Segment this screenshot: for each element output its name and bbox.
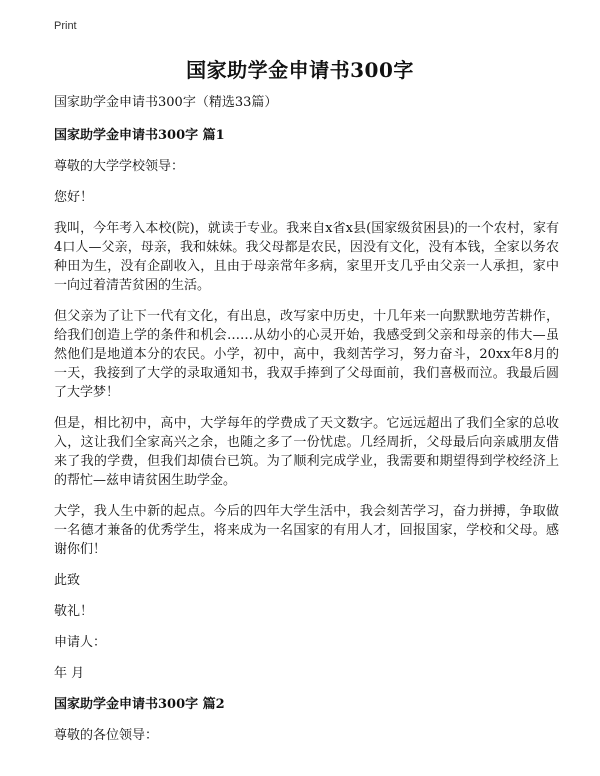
print-label: Print <box>54 20 77 32</box>
salutation-1: 尊敬的大学学校领导： <box>54 159 185 174</box>
closing-line-1: 此致 <box>54 573 81 588</box>
document-title: 国家助学金申请书300字 <box>186 58 414 82</box>
salutation-2: 尊敬的各位领导： <box>54 728 159 743</box>
body-paragraph: 我叫，今年考入本校(院)，就读于专业。我来自x省x县(国家级贫困县)的一个农村，家有4口人—父亲，母亲，我和妹妹。我父母都是农民，因没有文化，没有本钱，全家以务农种田为生，没有企副收入，且由于母亲常年多病，家里开支几乎由父亲一人承担，家中一向过着清苦贫困的生活。 <box>54 221 559 293</box>
applicant-line: 申请人： <box>54 635 107 650</box>
body-paragraph: 大学，我人生中新的起点。今后的四年大学生活中，我会刻苦学习，奋力拼搏，争取做一名德才兼备的优秀学生，将来成为一名国家的有用人才，回报国家，学校和父母。感谢你们！ <box>54 504 559 557</box>
body-paragraph: 但是，相比初中，高中，大学每年的学费成了天文数字。它远远超出了我们全家的总收入，这让我们全家高兴之余，也随之多了一份忧虑。几经周折，父母最后向亲戚朋友借来了我的学费，但我们却债台已筑。为了顺利完成学业，我需要和期望得到学校经济上的帮忙—兹申请贫困生助学金。 <box>54 416 559 488</box>
section-heading-2: 国家助学金申请书300字 篇2 <box>54 697 225 712</box>
section-heading-1: 国家助学金申请书300字 篇1 <box>54 128 225 143</box>
closing-line-2: 敬礼！ <box>54 604 94 619</box>
document-body <box>54 93 559 757</box>
document-subtitle: 国家助学金申请书300字（精选33篇） <box>54 95 278 110</box>
greeting-1: 您好！ <box>54 190 94 205</box>
body-paragraph: 但父亲为了让下一代有文化，有出息，改写家中历史，十几年来一向默默地劳苦耕作，给我们创造上学的条件和机会……从幼小的心灵开始，我感受到父亲和母亲的伟大—虽然他们是地道本分的农民。小学，初中，高中，我刻苦学习，努力奋斗，20xx年8月的一天，我接到了大学的录取通知书，我双手捧到了父母面前，我们喜极而泣。我最后圆了大学梦！ <box>54 309 559 400</box>
date-line: 年 月 <box>54 666 85 681</box>
